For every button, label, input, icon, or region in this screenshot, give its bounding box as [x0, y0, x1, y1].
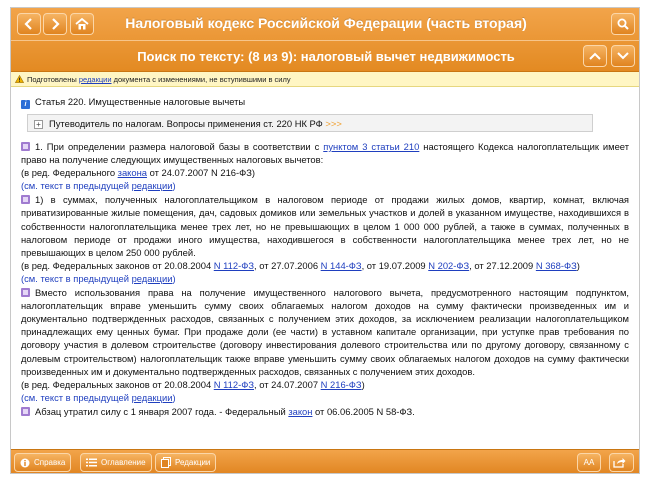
editions-icon: [161, 457, 171, 468]
top-toolbar: [11, 8, 640, 72]
law-link[interactable]: закон: [288, 405, 313, 417]
previous-edition-link[interactable]: редакции: [131, 180, 173, 192]
comment-icon[interactable]: [21, 142, 30, 151]
paragraph-4: Абзац утратил силу с 1 января 2007 года. - Федеральный закон от 06.06.2005 N 58-ФЗ.: [21, 405, 629, 418]
guide-block[interactable]: [27, 114, 593, 132]
law-link[interactable]: N 216-ФЗ: [320, 378, 362, 390]
edition-note: (в ред. Федеральных законов от 20.08.2004 N 112-ФЗ, от 24.07.2007 N 216-ФЗ): [21, 378, 365, 390]
info-circle-icon: [20, 458, 30, 468]
search-button[interactable]: [611, 13, 635, 35]
home-button[interactable]: [70, 13, 94, 35]
link-article-210[interactable]: пунктом 3 статьи 210: [323, 141, 420, 152]
chevron-left-icon: [24, 18, 34, 30]
bottom-toolbar: [11, 449, 640, 474]
chevron-down-icon: [617, 51, 629, 61]
edition-note: (в ред. Федеральных законов от 20.08.2004 N 112-ФЗ, от 27.07.2006 N 144-ФЗ, от 19.07.2009 N 202-ФЗ, от 27.12.2009 N 368-ФЗ): [21, 259, 580, 271]
editions-link[interactable]: редакции: [78, 75, 112, 84]
document-content: [11, 88, 640, 448]
prev-match-button[interactable]: [583, 45, 607, 67]
previous-edition-note: (см. текст в предыдущей редакции): [21, 391, 176, 403]
search-icon: [617, 18, 629, 30]
list-icon: [86, 458, 97, 467]
paragraph-3: Вместо использования права на получение имущественного налогового вычета, предусмотренного настоящим подпунктом, налогоплательщик вправе уменьшить сумму своих облагаемых налогом доходов на сумму фактически произведенных им и документально подтвержденных расходов, связанных с получением этих доходов, за исключением реализации налогоплательщиком принадлежащих ему ценных бумаг. При продаже доли (ее части) в уставном капитале организации, при уступке прав требования по договору участия в долевом строительстве (договору инвестирования долевого строительства или по другому договору, связанному с долевым строительством) налогоплательщик также вправе уменьшить сумму своих облагаемых налогом доходов на сумму фактически произведенных им и документально подтвержденных расходов, связанных с получением этих доходов.: [21, 287, 629, 377]
expand-icon[interactable]: +: [34, 120, 43, 129]
guide-arrow[interactable]: >>>: [325, 118, 342, 129]
document-title: Налоговый кодекс Российской Федерации (часть вторая): [125, 15, 527, 31]
help-button[interactable]: Справка: [14, 453, 71, 472]
forward-button[interactable]: [43, 13, 67, 35]
previous-edition-link[interactable]: редакции: [131, 391, 173, 403]
law-link[interactable]: N 112-ФЗ: [213, 259, 254, 271]
law-link[interactable]: N 144-ФЗ: [320, 259, 362, 271]
search-row: [11, 40, 640, 72]
next-match-button[interactable]: [611, 45, 635, 67]
previous-edition-link[interactable]: редакции: [131, 272, 173, 284]
previous-edition-note: (см. текст в предыдущей редакции): [21, 272, 176, 284]
law-link[interactable]: N 202-ФЗ: [428, 259, 470, 271]
home-icon: [75, 18, 89, 30]
law-link[interactable]: N 368-ФЗ: [535, 259, 577, 271]
comment-icon[interactable]: [21, 195, 30, 204]
chevron-right-icon: [50, 18, 60, 30]
search-status: Поиск по тексту: (8 из 9): налоговый вычет недвижимость: [137, 49, 515, 64]
editions-button[interactable]: Редакции: [155, 453, 216, 472]
info-icon[interactable]: i: [21, 100, 30, 109]
share-button[interactable]: [609, 453, 634, 472]
contents-button[interactable]: Оглавление: [80, 453, 152, 472]
paragraph-2: 1) в суммах, полученных налогоплательщиком в налоговом периоде от продажи жилых домов, квартир, комнат, включая приватизированные жилые помещения, дач, садовых домиков или земельных участков и долей в указанном имуществе, находившихся в собственности налогоплательщика менее трех лет, но не превышающих в целом 1 000 000 рублей, а также в суммах, полученных в налоговом периоде от продажи иного имущества, находившегося в собственности налогоплательщика менее трех лет, но не превышающих в целом 250 000 рублей.: [21, 194, 629, 258]
law-link[interactable]: закона: [117, 167, 147, 179]
back-button[interactable]: [17, 13, 41, 35]
comment-icon[interactable]: [21, 288, 30, 297]
chevron-up-icon: [589, 51, 601, 61]
share-icon: [613, 457, 626, 468]
paragraph-1: 1. При определении размера налоговой базы в соответствии с пунктом 3 статьи 210 настоящего Кодекса налогоплательщик имеет право на получение следующих имущественных налоговых вычетов:: [21, 141, 629, 166]
edition-note: (в ред. Федерального закона от 24.07.2007 N 216-ФЗ): [21, 167, 256, 179]
article-title: Статья 220. Имущественные налоговые вычеты: [35, 96, 246, 107]
article-heading: [21, 90, 629, 108]
app-window: [10, 7, 640, 474]
law-link[interactable]: N 112-ФЗ: [213, 378, 254, 390]
warning-icon: [15, 75, 24, 83]
previous-edition-note: (см. текст в предыдущей редакции): [21, 180, 176, 192]
title-row: [11, 8, 640, 40]
comment-icon[interactable]: [21, 407, 30, 416]
editions-notice: Подготовлены редакции документа с изменениями, не вступившими в силу: [11, 72, 640, 87]
font-size-button[interactable]: AA: [577, 453, 601, 472]
guide-text: Путеводитель по налогам. Вопросы применения ст. 220 НК РФ: [49, 118, 323, 129]
